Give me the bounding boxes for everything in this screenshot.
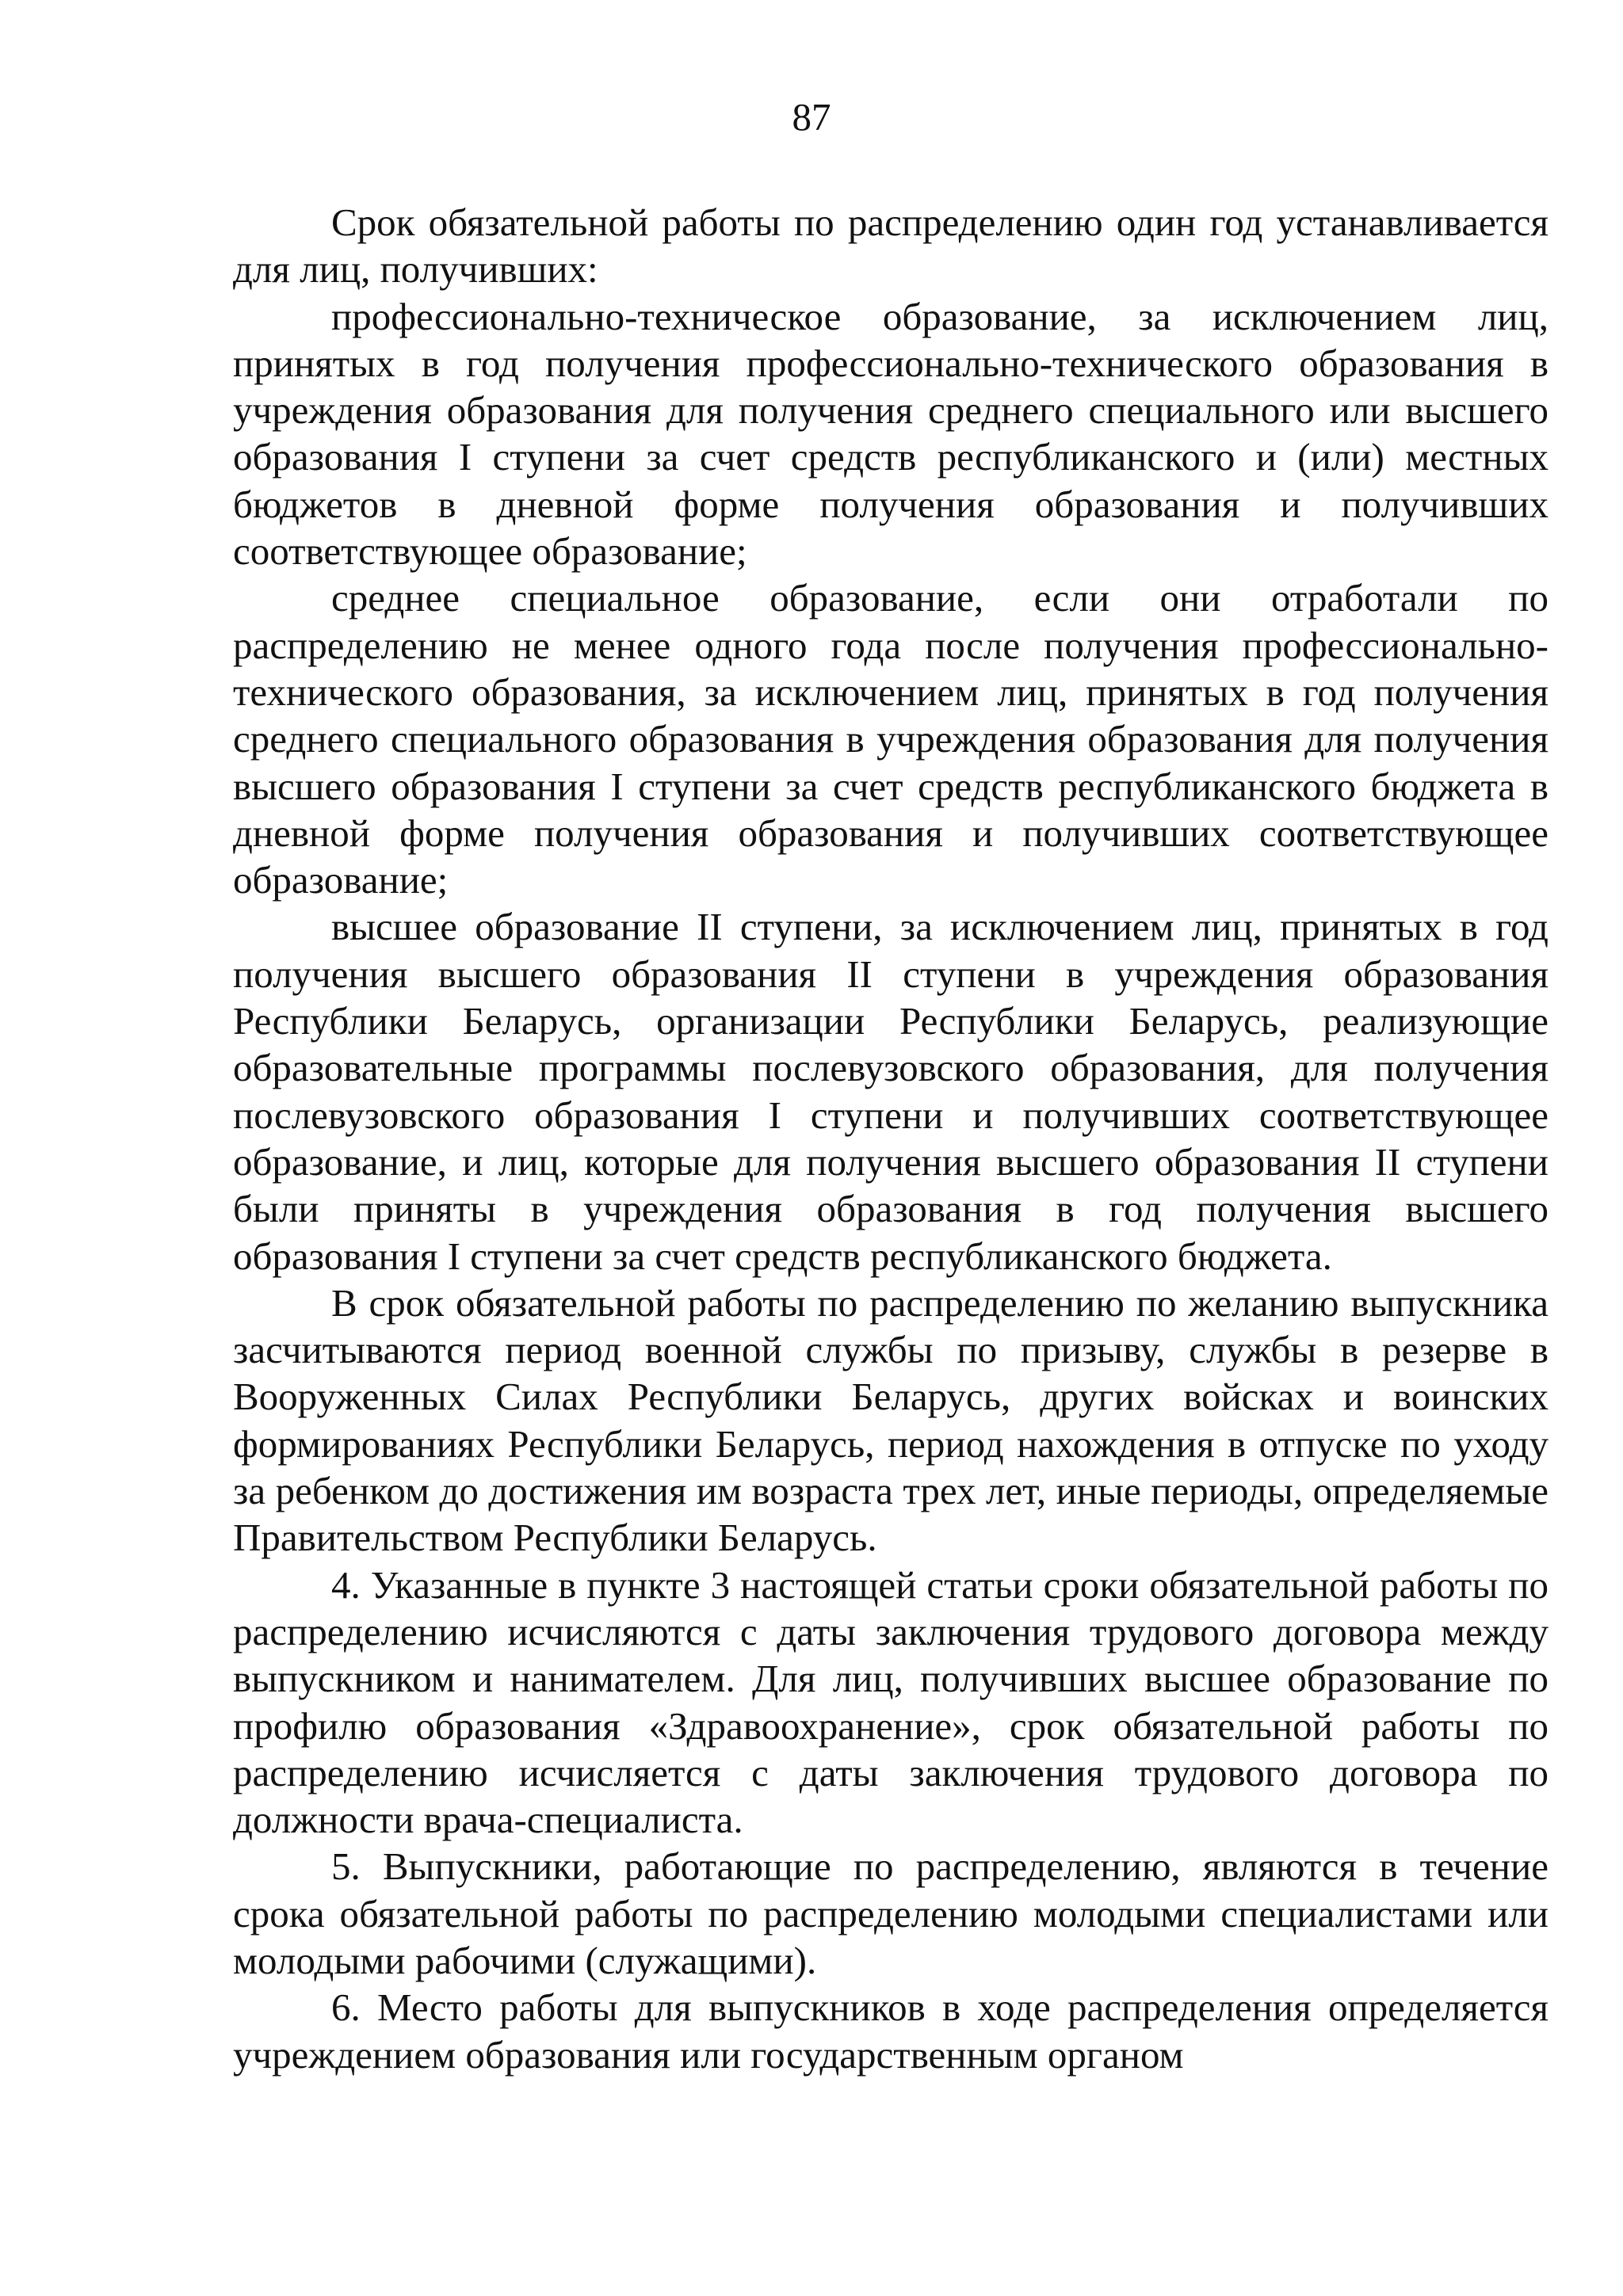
document-body (233, 199, 1549, 2078)
paragraph-counted-periods: В срок обязательной работы по распределению по желанию выпускника засчитываются период военной службы по призыву, службы в резерве в Вооруженных Силах Республики Беларусь, других войсках и воинских формированиях Республики Беларусь, период нахождения в отпуске по уходу за ребенком до достижения им возраста трех лет, иные периоды, определяемые Правительством Республики Беларусь. (233, 1280, 1549, 1560)
page-number: 87 (792, 95, 831, 139)
paragraph-secondary-special-education: среднее специальное образование, если они отработали по распределению не менее одного года после получения профессионально-технического образования, за исключением лиц, принятых в год получения среднего специального образования в учреждения образования для получения высшего образования I ступени за счет средств республиканского бюджета в дневной форме получения образования и получивших соответствующее образование; (233, 576, 1549, 902)
paragraph-term-intro: Срок обязательной работы по распределению один год устанавливается для лиц, получивших: (233, 200, 1549, 292)
paragraph-item-5: 5. Выпускники, работающие по распределению, являются в течение срока обязательной работы по распределению молодыми специалистами или молодыми рабочими (служащими). (233, 1844, 1549, 1982)
paragraph-item-4: 4. Указанные в пункте 3 настоящей статьи сроки обязательной работы по распределению исчисляются с даты заключения трудового договора между выпускником и нанимателем. Для лиц, получивших высшее образование по профилю образования «Здравоохранение», срок обязательной работы по распределению исчисляется с даты заключения трудового договора по должности врача-специалиста. (233, 1562, 1549, 1842)
paragraph-vocational-education: профессионально-техническое образование, за исключением лиц, принятых в год получения профессионально-технического образования в учреждения образования для получения среднего специального или высшего образования I ступени за счет средств республиканского и (или) местных бюджетов в дневной форме получения образования и получивших соответствующее образование; (233, 294, 1549, 574)
paragraph-higher-education-second-level: высшее образование II ступени, за исключением лиц, принятых в год получения высшего образования II ступени в учреждения образования Республики Беларусь, организации Республики Беларусь, реализующие образовательные программы послевузовского образования, для получения послевузовского образования I ступени и получивших соответствующее образование, и лиц, которые для получения высшего образования II ступени были приняты в учреждения образования в год получения высшего образования I ступени за счет средств республиканского бюджета. (233, 905, 1549, 1278)
paragraph-item-6: 6. Место работы для выпускников в ходе распределения определяется учреждением образования или государственным органом (233, 1985, 1549, 2077)
